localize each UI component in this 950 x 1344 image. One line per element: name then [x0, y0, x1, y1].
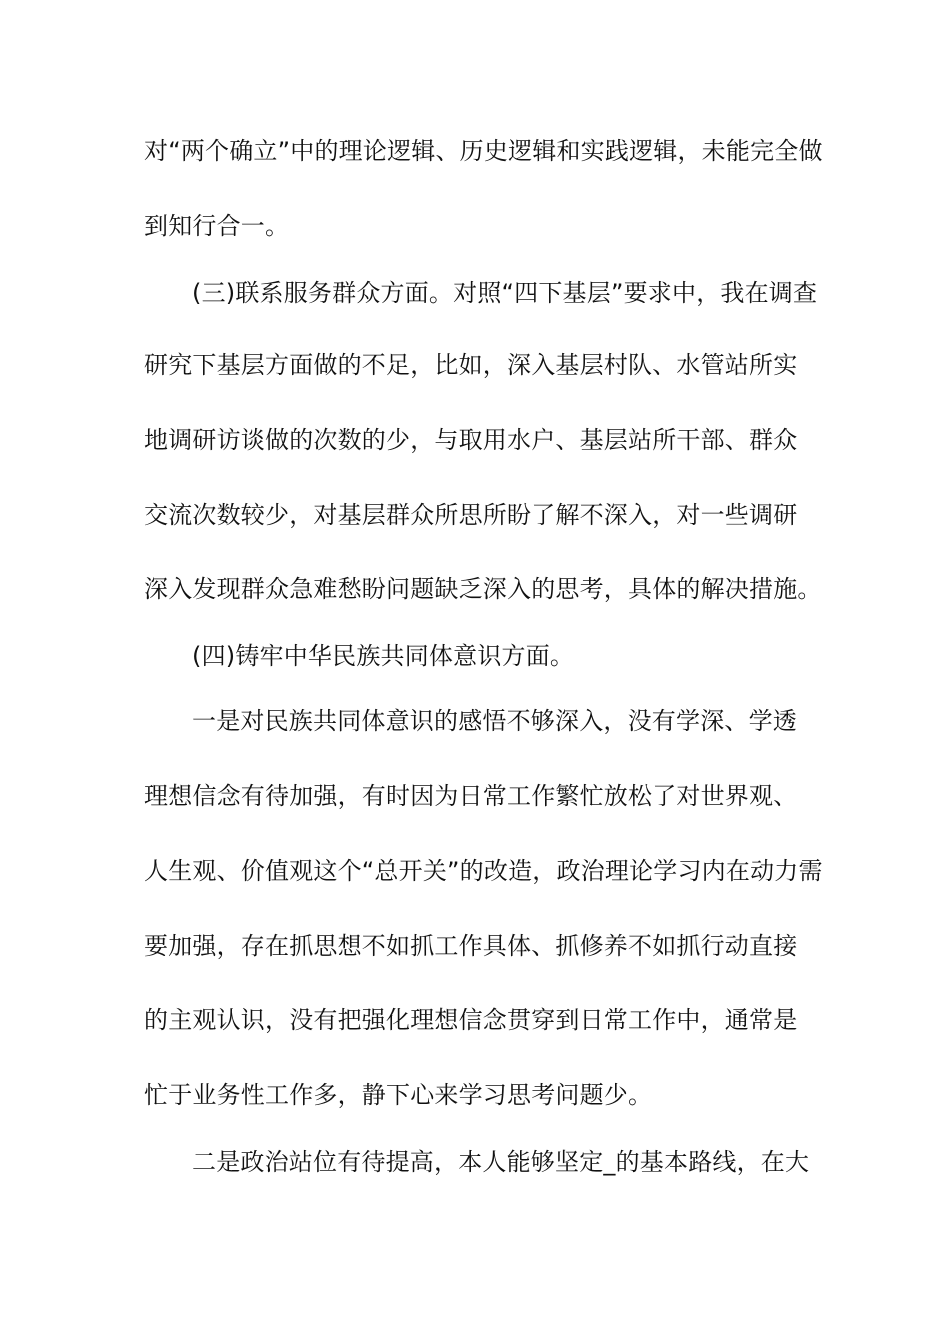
text-line-6: 交流次数较少，对基层群众所思所盼了解不深入，对一些调研 — [144, 501, 798, 529]
text-line-3: (三)联系服务群众方面。对照“四下基层”要求中，我在调查 — [192, 279, 818, 307]
text-line-7: 深入发现群众急难愁盼问题缺乏深入的思考，具体的解决措施。 — [144, 575, 822, 603]
text-line-2: 到知行合一。 — [144, 212, 290, 240]
text-line-1: 对“两个确立”中的理论逻辑、历史逻辑和实践逻辑，未能完全做 — [144, 137, 823, 165]
text-line-10: 理想信念有待加强，有时因为日常工作繁忙放松了对世界观、 — [144, 782, 798, 810]
text-line-12: 要加强，存在抓思想不如抓工作具体、抓修养不如抓行动直接 — [144, 932, 798, 960]
text-line-5: 地调研访谈做的次数的少，与取用水户、基层站所干部、群众 — [144, 426, 798, 454]
text-line-15: 二是政治站位有待提高，本人能够坚定_的基本路线，在大 — [192, 1148, 810, 1176]
text-line-9: 一是对民族共同体意识的感悟不够深入，没有学深、学透 — [192, 707, 797, 735]
text-line-8: (四)铸牢中华民族共同体意识方面。 — [192, 642, 575, 670]
text-line-14: 忙于业务性工作多，静下心来学习思考问题少。 — [144, 1081, 653, 1109]
text-line-4: 研究下基层方面做的不足，比如，深入基层村队、水管站所实 — [144, 351, 798, 379]
text-line-13: 的主观认识，没有把强化理想信念贯穿到日常工作中，通常是 — [144, 1006, 798, 1034]
text-line-11: 人生观、价值观这个“总开关”的改造，政治理论学习内在动力需 — [144, 857, 823, 885]
